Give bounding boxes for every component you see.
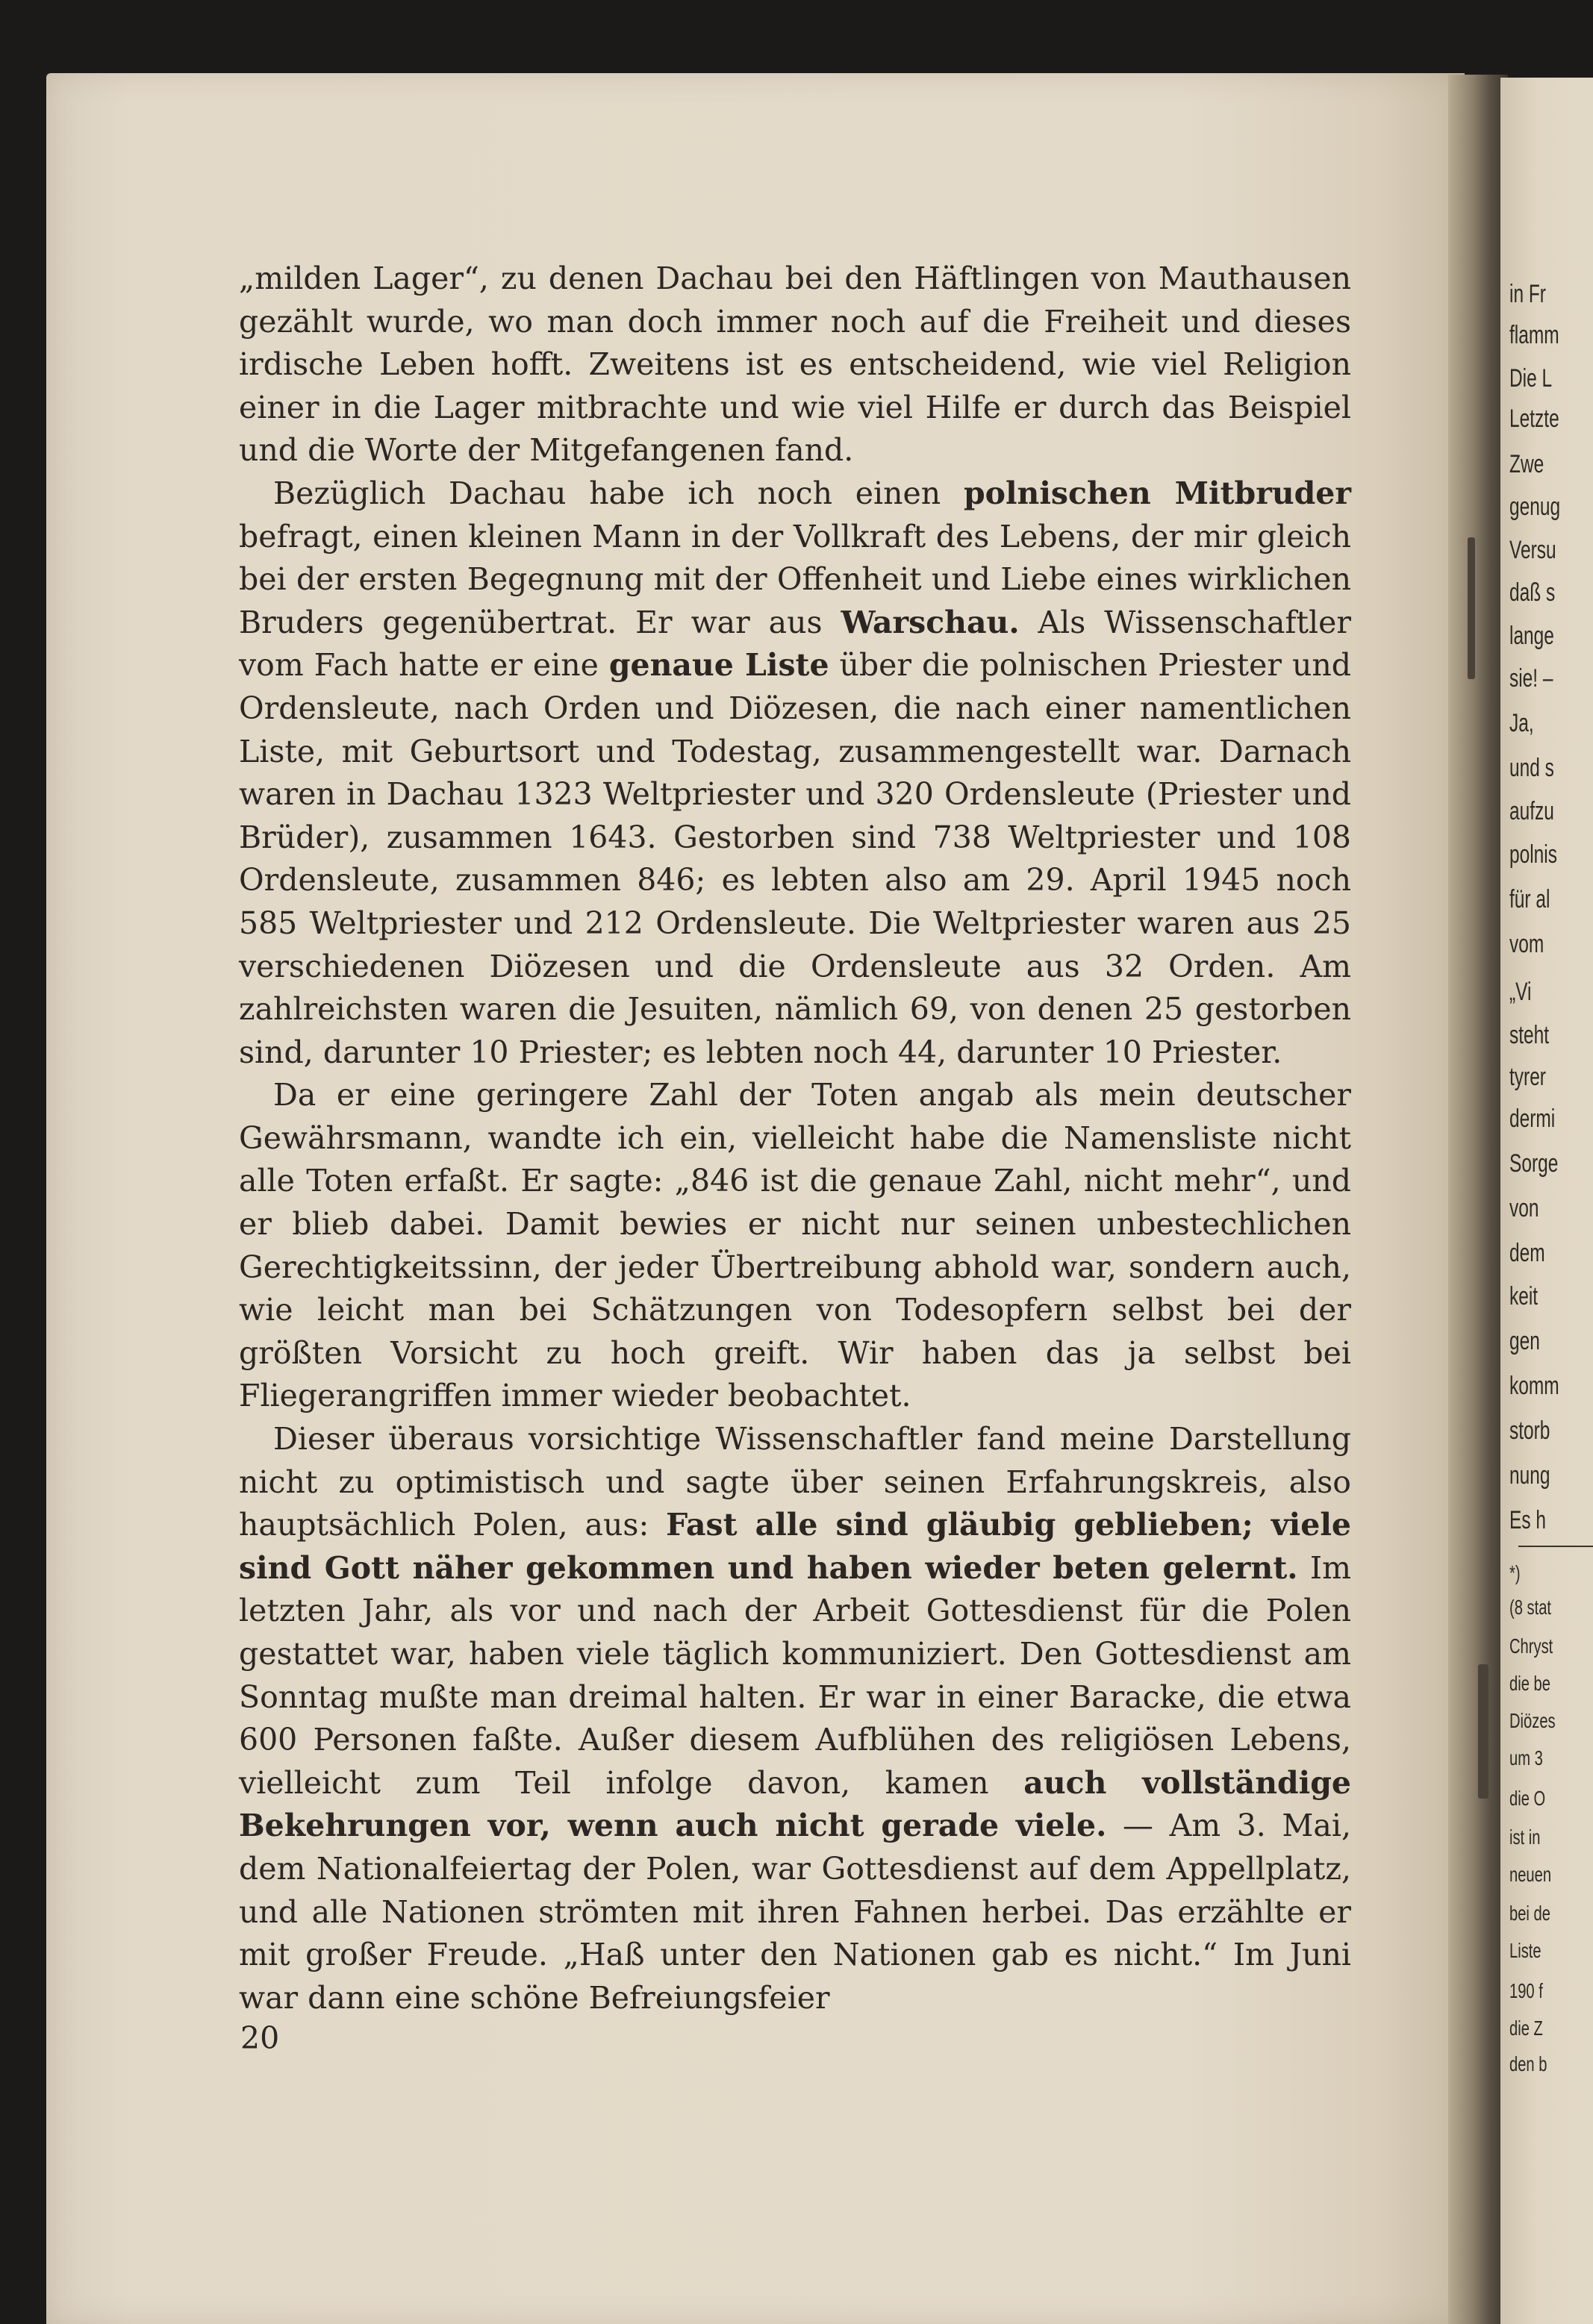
- facing-page-fragment: Es h: [1509, 1506, 1546, 1534]
- facing-page-fragment: polnis: [1509, 840, 1557, 869]
- footnote-rule: [1518, 1546, 1593, 1547]
- paragraph-1: „milden Lager“, zu denen Dachau bei den Häftlingen von Mauthausen gezählt wurde, wo man doch immer noch auf die Freiheit und dieses irdische Leben hofft. Zweitens ist es entscheidend, wie viel Religion einer in die Lager mitbrachte und wie viel Hilfe er durch das Beispiel und die Worte der Mitgefangenen fand.: [239, 260, 1351, 469]
- facing-page-fragment: sie! –: [1509, 664, 1553, 693]
- margin-ink-mark: [1478, 1664, 1488, 1799]
- facing-page-fragment: in Fr: [1509, 280, 1546, 308]
- facing-page-fragment: steht: [1509, 1021, 1550, 1049]
- facing-page-fragment: Liste: [1509, 1939, 1541, 1962]
- facing-page-fragment: ist in: [1509, 1825, 1541, 1849]
- facing-page-fragment: von: [1509, 1194, 1539, 1222]
- facing-page-fragment: Versu: [1509, 536, 1556, 564]
- facing-page-fragment: für al: [1509, 885, 1550, 913]
- facing-page-fragment: genug: [1509, 493, 1561, 521]
- facing-page-fragment: nung: [1509, 1461, 1550, 1490]
- book-gutter: [1448, 75, 1508, 2324]
- facing-page-fragment: bei de: [1509, 1902, 1550, 1925]
- facing-page-fragment: und s: [1509, 754, 1554, 782]
- facing-page-fragment: dem: [1509, 1239, 1545, 1267]
- facing-page-fragment: Zwe: [1509, 450, 1544, 478]
- facing-page-fragment: Ja,: [1509, 709, 1534, 737]
- facing-page-fragment: um 3: [1509, 1746, 1543, 1769]
- facing-page-fragment: tyrer: [1509, 1063, 1546, 1091]
- facing-page-fragment: 190 f: [1509, 1979, 1543, 2002]
- facing-page-fragment: Letzte: [1509, 404, 1559, 433]
- facing-page-fragment: Die L: [1509, 364, 1553, 393]
- facing-page-fragment: „Vi: [1509, 978, 1532, 1006]
- facing-page-fragment: storb: [1509, 1416, 1550, 1445]
- facing-page-fragment: neuen: [1509, 1863, 1552, 1886]
- facing-page-fragment: die be: [1509, 1672, 1550, 1695]
- facing-page-fragment: den b: [1509, 2052, 1547, 2075]
- facing-page-fragment: die Z: [1509, 2017, 1543, 2040]
- page-number: 20: [240, 2020, 280, 2056]
- margin-ink-mark: [1468, 537, 1475, 679]
- facing-page-fragment: Diözes: [1509, 1709, 1556, 1732]
- facing-page-fragment: lange: [1509, 622, 1554, 650]
- facing-page-fragment: dermi: [1509, 1105, 1556, 1133]
- facing-page-fragment: gen: [1509, 1327, 1540, 1355]
- facing-page-fragment: komm: [1509, 1372, 1559, 1400]
- paragraph-3: Da er eine geringere Zahl der Toten angab als mein deutscher Gewährsmann, wandte ich ein, vielleicht habe die Namensliste nicht alle Toten erfaßt. Er sagte: „846 ist die genaue Zahl, nicht mehr“, und er blieb dabei. Damit bewies er nicht nur seinen unbestechlichen Gerechtigkeitssinn, der jeder Übertreibung abhold war, sondern auch, wie leicht man bei Schätzungen von Todesopfern selbst bei der größten Vorsicht zu hoch greift. Wir haben das ja selbst bei Fliegerangriffen immer wieder beobachtet.: [239, 1077, 1351, 1414]
- paragraph-2: Bezüglich Dachau habe ich noch einen polnischen Mitbruder befragt, einen kleinen Mann in der Vollkraft des Lebens, der mir gleich bei der ersten Begegnung mit der Offenheit und Liebe eines wirklichen Bruders gegenübertrat. Er war aus Warschau. Als Wissenschaftler vom Fach hatte er eine genaue Liste über die polnischen Priester und Ordensleute, nach Orden und Diözesen, die nach einer namentlichen Liste, mit Geburtsort und Todestag, zusammengestellt war. Darnach waren in Dachau 1323 Weltpriester und 320 Ordensleute (Priester und Brüder), zusammen 1643. Gestorben sind 738 Weltpriester und 108 Ordensleute, zusammen 846; es lebten also am 29. April 1945 noch 585 Weltpriester und 212 Ordensleute. Die Weltpriester waren aus 25 verschiedenen Diözesen und die Ordensleute aus 32 Orden. Am zahlreichsten waren die Jesuiten, nämlich 69, von denen 25 gestorben sind, darunter 10 Priester; es lebten noch 44, darunter 10 Priester.: [239, 475, 1352, 1070]
- facing-page-fragment: daß s: [1509, 578, 1556, 607]
- body-text: [239, 257, 1351, 2020]
- facing-page-fragment: flamm: [1509, 321, 1559, 349]
- paragraph-4: Dieser überaus vorsichtige Wissenschaftler fand meine Darstellung nicht zu optimistisch und sagte über seinen Erfahrungskreis, also hauptsächlich Polen, aus: Fast alle sind gläubig geblieben; viele sind Gott näher gekommen und haben wieder beten gelernt. Im letzten Jahr, als vor und nach der Arbeit Gottesdienst für die Polen gestattet war, haben viele täglich kommuniziert. Den Gottesdienst am Sonntag mußte man dreimal halten. Er war in einer Baracke, die etwa 600 Personen faßte. Außer diesem Aufblühen des religiösen Lebens, vielleicht zum Teil infolge davon, kamen auch vollständige Bekehrungen vor, wenn auch nicht gerade viele. — Am 3. Mai, dem Nationalfeiertag der Polen, war Gottesdienst auf dem Appellplatz, und alle Nationen strömten mit ihren Fahnen herbei. Das erzählte er mit großer Freude. „Haß unter den Nationen gab es nicht.“ Im Juni war dann eine schöne Befreiungsfeier: [239, 1421, 1352, 2016]
- facing-page-fragment: vom: [1509, 930, 1544, 958]
- facing-page-fragment: Sorge: [1509, 1149, 1559, 1178]
- facing-page-fragment: Chryst: [1509, 1634, 1553, 1658]
- facing-page-fragment: *): [1509, 1561, 1521, 1584]
- facing-page-fragment: aufzu: [1509, 797, 1554, 825]
- facing-page-fragment: die O: [1509, 1787, 1546, 1810]
- facing-page-fragment: (8 stat: [1509, 1596, 1552, 1619]
- facing-page-fragment: keit: [1509, 1282, 1539, 1311]
